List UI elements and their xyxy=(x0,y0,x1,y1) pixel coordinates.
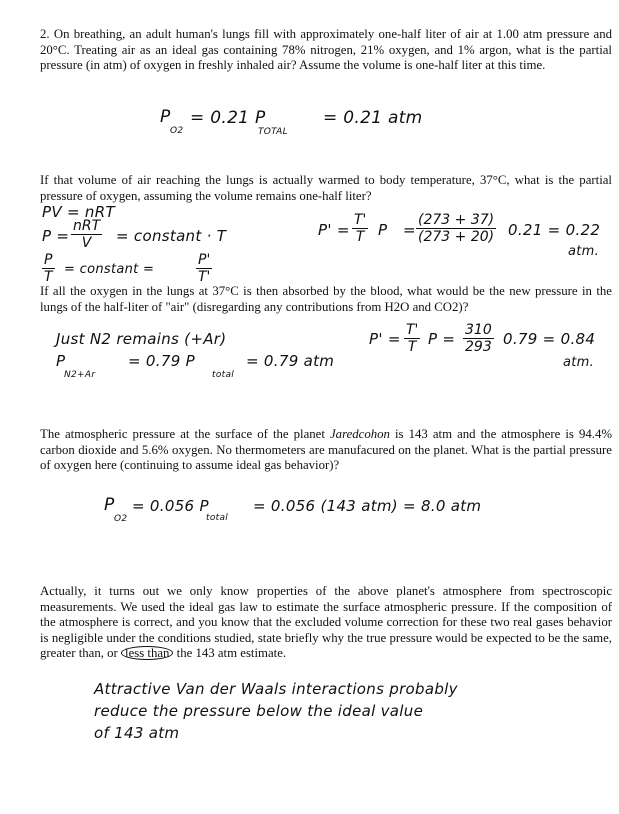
answer-2-right-eq: = xyxy=(403,221,416,239)
answer-2-line2-lhs: P = xyxy=(42,227,70,245)
answer-2-line3-den: T xyxy=(44,269,53,285)
answer-3-eq: = 0.79 P xyxy=(128,352,195,370)
question-5-pre: Actually, it turns out we only know properties of the above planet's atmosphere from spectroscopic measurements. We used the ideal gas law to estimate the surface atmospheric pressure. If the composition of the atmosphere is correct, and you know that the excluded volume correction for these two real gases behavior is negligible under the conditions studied, state briefly why the true pressure would be expected to be the same, greater than, or xyxy=(40,584,612,660)
question-2-text: If that volume of air reaching the lungs is actually warmed to body temperature, 37°C, what is the partial pressure of oxygen, assuming the volume remains one-half liter? xyxy=(40,173,612,203)
answer-3-right-p: P = xyxy=(428,330,456,348)
question-5-post: the 143 atm estimate. xyxy=(173,646,287,660)
answer-1-p: P xyxy=(160,107,171,127)
answer-2-line2-rhs: = constant · T xyxy=(116,227,227,245)
answer-3-p: P xyxy=(56,352,66,370)
answer-4-rest: = 0.056 (143 atm) = 8.0 atm xyxy=(253,497,482,515)
answer-4-p: P xyxy=(104,495,115,515)
answer-4-p-sub: O2 xyxy=(114,514,128,524)
answer-2-line2-num: nRT xyxy=(73,218,101,234)
question-5-text xyxy=(40,584,612,662)
answer-3-result: = 0.79 atm xyxy=(246,352,335,370)
answer-2-right-result: 0.21 = 0.22 xyxy=(508,221,601,239)
answer-2-right-num: T' xyxy=(354,212,367,228)
answer-2-right-lhs: P' = xyxy=(318,221,350,239)
answer-2-line1: PV = nRT xyxy=(42,203,115,221)
answer-1-eq: = 0.21 P xyxy=(190,108,266,128)
answer-2-right-frac2 xyxy=(416,212,496,245)
answer-2-right-den: T xyxy=(355,229,365,245)
answer-1-result: = 0.21 atm xyxy=(323,108,423,128)
answer-3-right-num: T' xyxy=(406,322,419,338)
question-3-text: If all the oxygen in the lungs at 37°C is then absorbed by the blood, what would be the new pressure in the lungs of the half-liter of "air" (disregarding any contributions from H2O and CO2)? xyxy=(40,284,612,314)
answer-2-line3-den2: T' xyxy=(198,269,211,285)
answer-3-right-den: T xyxy=(407,339,417,355)
question-1-text: 2. On breathing, an adult human's lungs fill with approximately one-half liter of air at 1.00 atm pressure and 20°C. Treating air as an ideal gas containing 78% nitrogen, 21% oxygen, and 1% argon, what is the partial pressure (in atm) of oxygen in freshly inhaled air? Assume the volume is one-half liter at this time. xyxy=(40,27,612,72)
answer-4-eq: = 0.056 P xyxy=(132,497,209,515)
answer-3-right-unit: atm. xyxy=(563,355,595,370)
answer-3-right-result: 0.79 = 0.84 xyxy=(503,330,596,348)
answer-3-right-den2: 293 xyxy=(465,339,492,355)
answer-3-right-lhs: P' = xyxy=(369,330,401,348)
question-4-pre: The atmospheric pressure at the surface of the planet xyxy=(40,427,330,441)
answer-2-line3-mid: = constant = xyxy=(64,262,155,277)
question-4-post: is 143 atm and the atmosphere is 94.4% carbon dioxide and 5.6% oxygen. No thermometers are manufacured on the planet. What is the partial pressure of oxygen here (continuing to assume ideal gas behavior)? xyxy=(40,427,612,472)
answer-5-line3: of 143 atm xyxy=(94,724,180,742)
planet-name: Jaredcohon xyxy=(329,427,390,441)
answer-2-right-num2: (273 + 37) xyxy=(418,212,495,228)
answer-1-total-sub: TOTAL xyxy=(258,127,288,137)
answer-2-right-den2: (273 + 20) xyxy=(418,229,495,245)
answer-2-right-p: P xyxy=(378,221,388,239)
answer-2-line2-frac xyxy=(71,218,102,251)
answer-2-line3-frac2 xyxy=(196,252,212,285)
answer-2-right-frac1 xyxy=(352,212,368,245)
answer-2-right-unit: atm. xyxy=(568,244,600,259)
question-4-text xyxy=(40,427,612,474)
answer-2-line3-num: P xyxy=(42,252,55,269)
answer-5-line2: reduce the pressure below the ideal value xyxy=(94,702,424,720)
answer-3-p-sub: N2+Ar xyxy=(64,370,96,380)
answer-1-p-sub: O2 xyxy=(170,126,184,136)
answer-3-right-frac2 xyxy=(463,322,494,355)
circled-answer: less than xyxy=(121,646,173,660)
answer-3-right-frac1 xyxy=(404,322,420,355)
answer-5-line1: Attractive Van der Waals interactions probably xyxy=(94,680,458,698)
answer-3-total-sub: total xyxy=(212,370,235,380)
answer-2-line3-frac1 xyxy=(42,252,55,285)
answer-3-right-num2: 310 xyxy=(465,322,492,338)
answer-4-total-sub: total xyxy=(206,513,229,523)
answer-3-line1: Just N2 remains (+Ar) xyxy=(56,330,227,348)
answer-2-line3-num2: P' xyxy=(196,252,212,269)
answer-2-line2-den: V xyxy=(81,235,92,251)
